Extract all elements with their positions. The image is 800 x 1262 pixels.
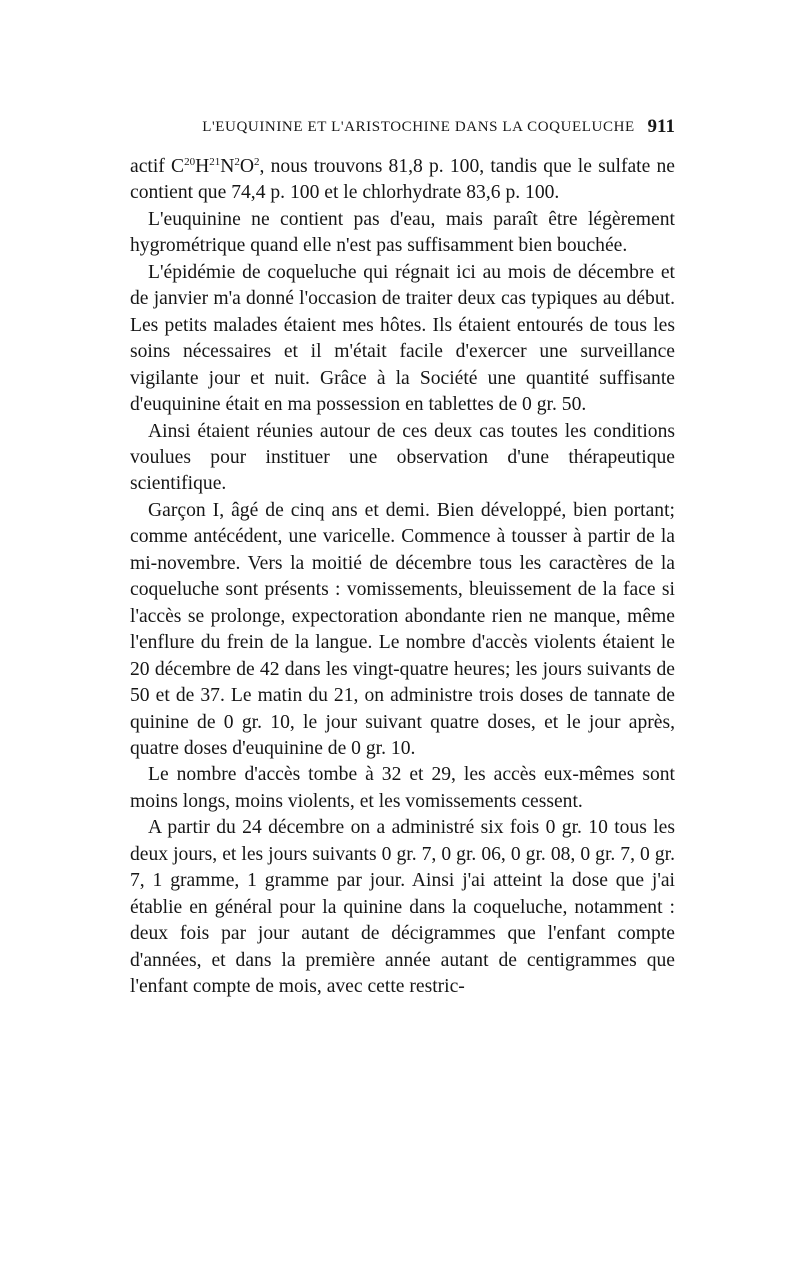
page-number: 911 bbox=[647, 116, 675, 137]
paragraph: L'épidémie de coqueluche qui régnait ici au mois de décembre et de janvier m'a donné l'occasion de traiter deux cas typiques au début. Les petits malades étaient mes hôtes. Ils étaient entourés de tous les soins nécessaires et il m'était facile d'exercer une surveillance vigilante jour et nuit. Grâce à la Société une quantité suffisante d'euquinine était en ma possession en tablettes de 0 gr. 50. bbox=[130, 261, 675, 416]
body-text bbox=[130, 154, 675, 1001]
book-page bbox=[130, 112, 675, 1001]
paragraph: Le nombre d'accès tombe à 32 et 29, les accès eux-mêmes sont moins longs, moins violents, et les vomissements cessent. bbox=[130, 764, 675, 812]
formula: $C^{20}H^{21}N^2O^2$ bbox=[170, 156, 260, 177]
paragraph: L'euquinine ne contient pas d'eau, mais paraît être légèrement hygrométrique quand elle n'est pas suffisamment bien bouchée. bbox=[130, 208, 675, 257]
paragraph: Garçon I, âgé de cinq ans et demi. Bien développé, bien portant; comme antécédent, une varicelle. Commence à tousser à partir de la mi-novembre. Vers la moitié de décembre tous les caractères de la coqueluche sont présents : vomissements, bleuissement de la face si l'accès se prolonge, expectoration abondante rien ne manque, même l'enflure du frein de la langue. Le nombre d'accès violents étaient le 20 décembre de 42 dans les vingt-quatre heures; les jours suivants de 50 et de 37. Le matin du 21, on administre trois doses de tannate de quinine de 0 gr. 10, le jour suivant quatre doses, et le jour après, quatre doses d'euquinine de 0 gr. 10. bbox=[130, 499, 675, 759]
paragraph: A partir du 24 décembre on a administré six fois 0 gr. 10 tous les deux jours, et les jours suivants 0 gr. 7, 0 gr. 06, 0 gr. 08, 0 gr. 7, 0 gr. 7, 1 gramme, 1 gramme par jour. Ainsi j'ai atteint la dose que j'ai établie en général pour la quinine dans la coqueluche, notamment : deux fois par jour autant de décigrammes que l'enfant compte d'années, et dans la première année autant de centigrammes que l'enfant compte de mois, avec cette restric- bbox=[130, 817, 675, 998]
running-title: L'EUQUININE ET L'ARISTOCHINE DANS LA COQUELUCHE bbox=[202, 119, 635, 135]
paragraph: Ainsi étaient réunies autour de ces deux cas toutes les conditions voulues pour instituer une observation d'une thérapeutique scientifique. bbox=[130, 420, 675, 495]
running-head bbox=[130, 112, 675, 142]
paragraph-formula: actif $C^{20}H^{21}N^2O^2$, nous trouvons 81,8 p. 100, tandis que le sulfate ne contient que 74,4 p. 100 et le chlorhydrate 83,6 p. 100. bbox=[130, 156, 675, 204]
